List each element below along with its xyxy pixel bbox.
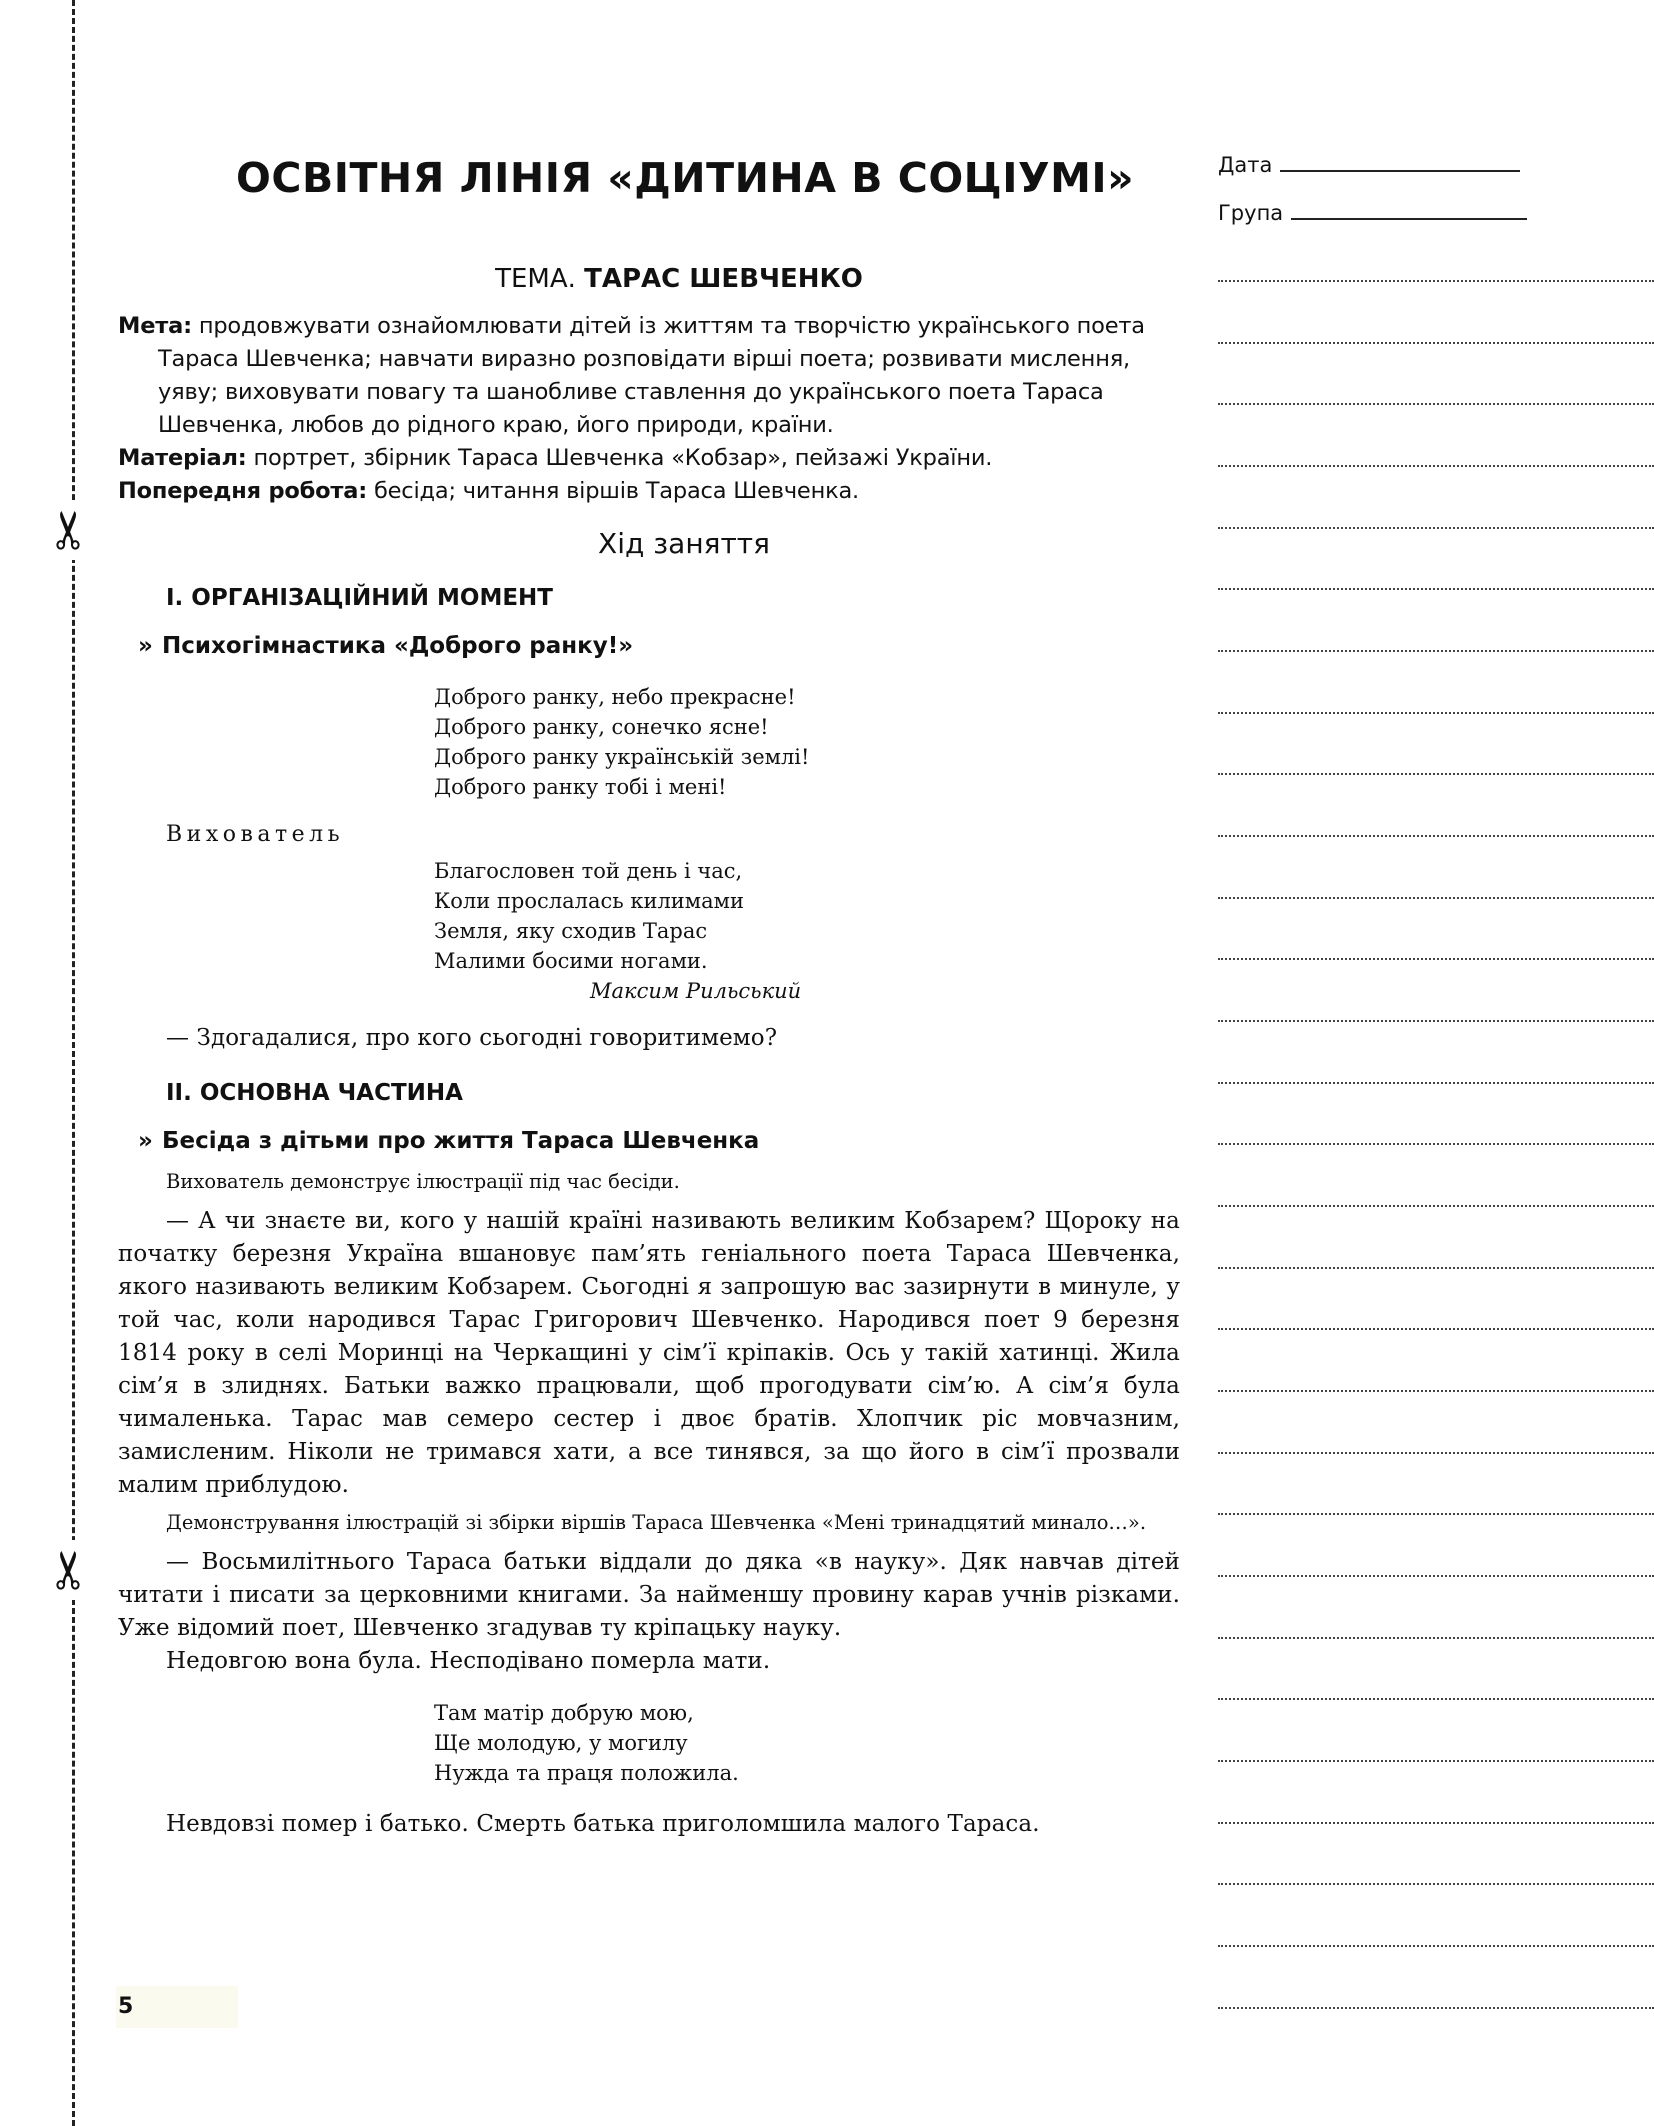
group-input-line[interactable] [1291, 198, 1527, 220]
notes-line[interactable] [1218, 1205, 1654, 1207]
notes-line[interactable] [1218, 342, 1654, 344]
notes-line[interactable] [1218, 588, 1654, 590]
date-label: Дата [1218, 153, 1273, 177]
part1-subheading-text: Психогімнастика «Доброго ранку!» [162, 633, 634, 659]
notes-line[interactable] [1218, 835, 1654, 837]
poem-line: Нужда та праця положила. [434, 1761, 739, 1785]
notes-line[interactable] [1218, 403, 1654, 405]
notes-line[interactable] [1218, 1760, 1654, 1762]
topic-prefix: ТЕМА. [495, 264, 576, 294]
topic-heading [118, 262, 1180, 296]
notes-line[interactable] [1218, 1082, 1654, 1084]
instruction-note: Вихователь демонструє ілюстрації під час бесіди. [166, 1170, 680, 1193]
notes-line[interactable] [1218, 1822, 1654, 1824]
page-number: 5 [116, 1986, 238, 2028]
notes-line[interactable] [1218, 465, 1654, 467]
instruction-note: Демонстрування ілюстрацій зі збірки віршів Тараса Шевченка «Мені тринадцятий минало…». [166, 1511, 1147, 1534]
notes-line[interactable] [1218, 1328, 1654, 1330]
part1-heading: І. ОРГАНІЗАЦІЙНИЙ МОМЕНТ [166, 585, 553, 611]
material-label: Матеріал: [118, 445, 247, 471]
prework-label: Попередня робота: [118, 478, 368, 504]
question-paragraph: — Здогадалися, про кого сьогодні говоритимемо? [166, 1025, 778, 1051]
bullet-icon: » [138, 1128, 153, 1154]
notes-line[interactable] [1218, 773, 1654, 775]
goal-label: Мета: [118, 313, 192, 339]
notes-line[interactable] [1218, 650, 1654, 652]
group-field[interactable] [1218, 198, 1654, 228]
story-paragraph: — А чи знаєте ви, кого у нашій країні називають великим Кобзарем? Щороку на початку березня Україна вшановує пам’ять геніального поета Тараса Шевченка, якого називають великим Кобзарем. Сьогодні я запрошую вас зазирнути в минуле, у той час, коли народився Тарас Григорович Шевченко. Народився поет 9 березня 1814 року в селі Моринці на Черкащині у сім’ї кріпаків. Ось у такій хатинці. Жила сім’я в злиднях. Батьки важко працювали, щоб прогодувати сім’ю. А сім’я була чималенька. Тарас мав семеро сестер і двоє братів. Хлопчик ріс мовчазним, замисленим. Ніколи не тримався хати, а все тинявся, за що його в сім’ї прозвали малим приблудою. [118, 1208, 1180, 1498]
poem-line: Благословен той день і час, [434, 859, 743, 883]
notes-line[interactable] [1218, 280, 1654, 282]
notes-line[interactable] [1218, 527, 1654, 529]
prework-text: бесіда; читання віршів Тараса Шевченка. [373, 478, 860, 504]
date-input-line[interactable] [1280, 150, 1520, 172]
section-title: ОСВІТНЯ ЛІНІЯ «ДИТИНА В СОЦІУМІ» [236, 154, 1135, 202]
poem-line: Доброго ранку, сонечко ясне! [434, 715, 769, 739]
goal-paragraph [118, 310, 1180, 442]
notes-line[interactable] [1218, 1883, 1654, 1885]
date-field[interactable] [1218, 150, 1654, 180]
part2-subheading-text: Бесіда з дітьми про життя Тараса Шевченка [162, 1128, 760, 1154]
poem-line: Малими босими ногами. [434, 949, 708, 973]
poem-line: Коли прослалась килимами [434, 889, 744, 913]
poem-line: Там матір добрую мою, [434, 1701, 694, 1725]
notes-line[interactable] [1218, 1513, 1654, 1515]
topic-name: ТАРАС ШЕВЧЕНКО [584, 264, 863, 294]
lesson-heading: Хід заняття [598, 527, 770, 560]
notes-line[interactable] [1218, 1698, 1654, 1700]
story-paragraph: — Восьмилітнього Тараса батьки віддали до дяка «в науку». Дяк навчав дітей читати і писати за церковними книгами. За найменшу провину карав учнів різками. Уже відомий поет, Шевченко згадував ту кріпацьку науку. [118, 1549, 1180, 1641]
part1-subheading [138, 630, 1180, 662]
part2-heading: ІІ. ОСНОВНА ЧАСТИНА [166, 1080, 463, 1106]
poem-line: Земля, яку сходив Тарас [434, 919, 708, 943]
poem-line: Доброго ранку тобі і мені! [434, 775, 727, 799]
poem-line: Доброго ранку, небо прекрасне! [434, 685, 796, 709]
group-label: Група [1218, 201, 1284, 225]
goal-text: продовжувати ознайомлювати дітей із життям та творчістю українського поета Тараса Шевченка; навчати виразно розповідати вірші поета; розвивати мислення, уяву; виховувати повагу та шанобливе ставлення до українського поета Тараса Шевченка, любов до рідного краю, його природи, країни. [158, 313, 1145, 438]
lesson-meta [118, 310, 1180, 508]
notes-line[interactable] [1218, 1267, 1654, 1269]
notes-line[interactable] [1218, 1452, 1654, 1454]
rylsky-poem [434, 856, 1180, 1006]
notes-line[interactable] [1218, 958, 1654, 960]
prework-paragraph [118, 475, 1180, 508]
story-paragraph: Невдовзі помер і батько. Смерть батька приголомшила малого Тараса. [166, 1811, 1040, 1837]
part2-subheading [138, 1125, 1180, 1157]
notes-line[interactable] [1218, 897, 1654, 899]
notes-line[interactable] [1218, 1575, 1654, 1577]
notes-line[interactable] [1218, 712, 1654, 714]
main-content [118, 150, 1180, 1841]
scissors-icon: ✂ [40, 500, 100, 560]
notes-line[interactable] [1218, 1020, 1654, 1022]
material-text: портрет, збірник Тараса Шевченка «Кобзар», пейзажі України. [253, 445, 993, 471]
poem-author: Максим Рильський [590, 979, 802, 1003]
notes-line[interactable] [1218, 1390, 1654, 1392]
bullet-icon: » [138, 633, 153, 659]
morning-poem [434, 682, 1180, 802]
notes-line[interactable] [1218, 1637, 1654, 1639]
material-paragraph [118, 442, 1180, 475]
notes-line[interactable] [1218, 1945, 1654, 1947]
mother-poem [434, 1698, 1180, 1788]
notes-line[interactable] [1218, 2007, 1654, 2009]
dashed-cut-line [72, 0, 75, 2126]
story-paragraph: Недовгою вона була. Несподівано померла мати. [166, 1648, 771, 1674]
notes-column [1218, 150, 1654, 246]
poem-line: Доброго ранку українській землі! [434, 745, 810, 769]
speaker-label: Вихователь [166, 822, 345, 847]
scissors-icon: ✂ [40, 1540, 100, 1600]
notes-line[interactable] [1218, 1143, 1654, 1145]
poem-line: Ще молодую, у могилу [434, 1731, 688, 1755]
